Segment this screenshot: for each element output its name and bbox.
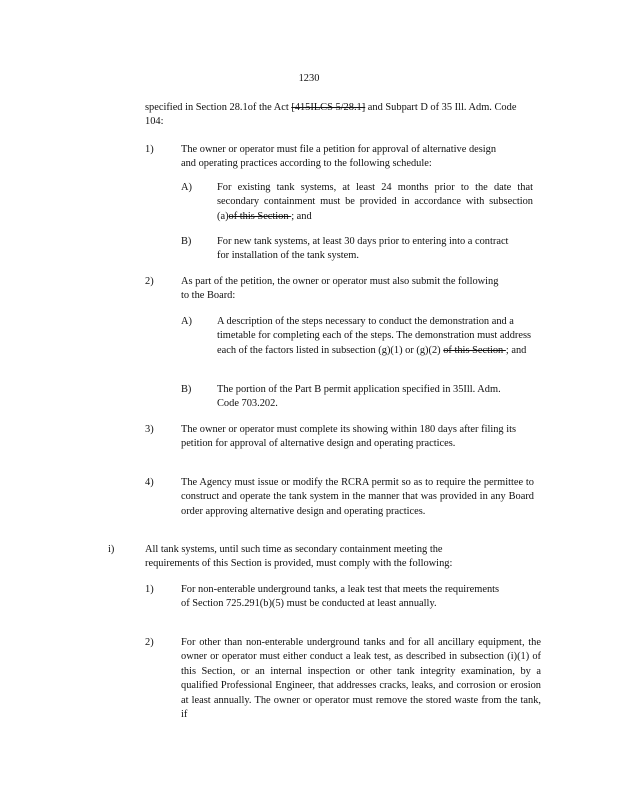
item-1b-text: For new tank systems, at least 30 days prior to entering into a contract for installation of the tank system. <box>217 236 509 262</box>
intro-text-b: and Subpart D of 35 Ill. Adm. Code 104: <box>145 102 517 128</box>
item-1a-struck-text: of this Section <box>228 210 292 222</box>
item-1a-text <box>217 181 533 224</box>
item-2b-label: B) <box>181 384 192 395</box>
intro-struck-text: [415ILCS 5/28.1] <box>291 102 366 113</box>
item-1-text: The owner or operator must file a petition for approval of alternative design and operating practices according to the following schedule: <box>181 144 497 170</box>
item-2-text: As part of the petition, the owner or operator must also submit the following to the Board: <box>181 276 499 302</box>
item-3-text: The owner or operator must complete its showing within 180 days after filing its petition for approval of alternative design and operating practices. <box>181 424 517 450</box>
item-2b-text: The portion of the Part B permit application specified in 35Ill. Adm. Code 703.202. <box>217 384 501 410</box>
item-2a-text-b: ; and <box>505 344 527 356</box>
item-3-label: 3) <box>145 424 154 435</box>
item-2a-text <box>217 315 533 358</box>
section-i-1-text: For non-enterable underground tanks, a leak test that meets the requirements of Section 725.291(b)(5) must be conducted at least annually. <box>181 584 500 610</box>
item-1a-text-b: ; and <box>291 210 312 222</box>
item-1a-text-a: For existing tank systems, at least 24 months prior to the date that secondary containment must be provided in accordance with subsection (a) <box>217 182 533 222</box>
section-i-2-label: 2) <box>145 637 154 648</box>
page-number: 1230 <box>298 73 320 84</box>
intro-paragraph <box>145 101 523 130</box>
item-1a-label: A) <box>181 182 192 193</box>
section-i-2-text: For other than non-enterable underground tanks and for all ancillary equipment, the owner or operator must either conduct a leak test, as described in subsection (i)(1) of this Section, or an internal inspection or other tank integrity examination, by a qualified Professional Engineer, that addresses cracks, leaks, and corrosion or erosion at least annually. The owner or operator must remove the stored waste from the tank, if <box>181 637 541 721</box>
item-2a-text-a: A description of the steps necessary to conduct the demonstration and a timetable for completing each of the steps. The demonstration must address each of the factors listed in subsection (g)(1) or (g)(2) <box>217 316 532 356</box>
item-1b-label: B) <box>181 236 192 247</box>
section-i-text: All tank systems, until such time as secondary containment meeting the requirements of this Section is provided, must comply with the following: <box>145 544 453 570</box>
item-1-label: 1) <box>145 144 154 155</box>
section-i-1-label: 1) <box>145 584 154 595</box>
item-4-text: The Agency must issue or modify the RCRA permit so as to require the permittee to construct and operate the tank system in the manner that was provided in any Board order approving alternative design and operating practices. <box>181 477 534 517</box>
item-2a-label: A) <box>181 316 192 327</box>
item-2-label: 2) <box>145 276 154 287</box>
intro-text-a: specified in Section 28.1of the Act <box>145 102 292 113</box>
item-2a-struck-text: of this Section <box>443 344 506 356</box>
item-4-label: 4) <box>145 477 154 488</box>
section-i-label: i) <box>108 544 115 555</box>
